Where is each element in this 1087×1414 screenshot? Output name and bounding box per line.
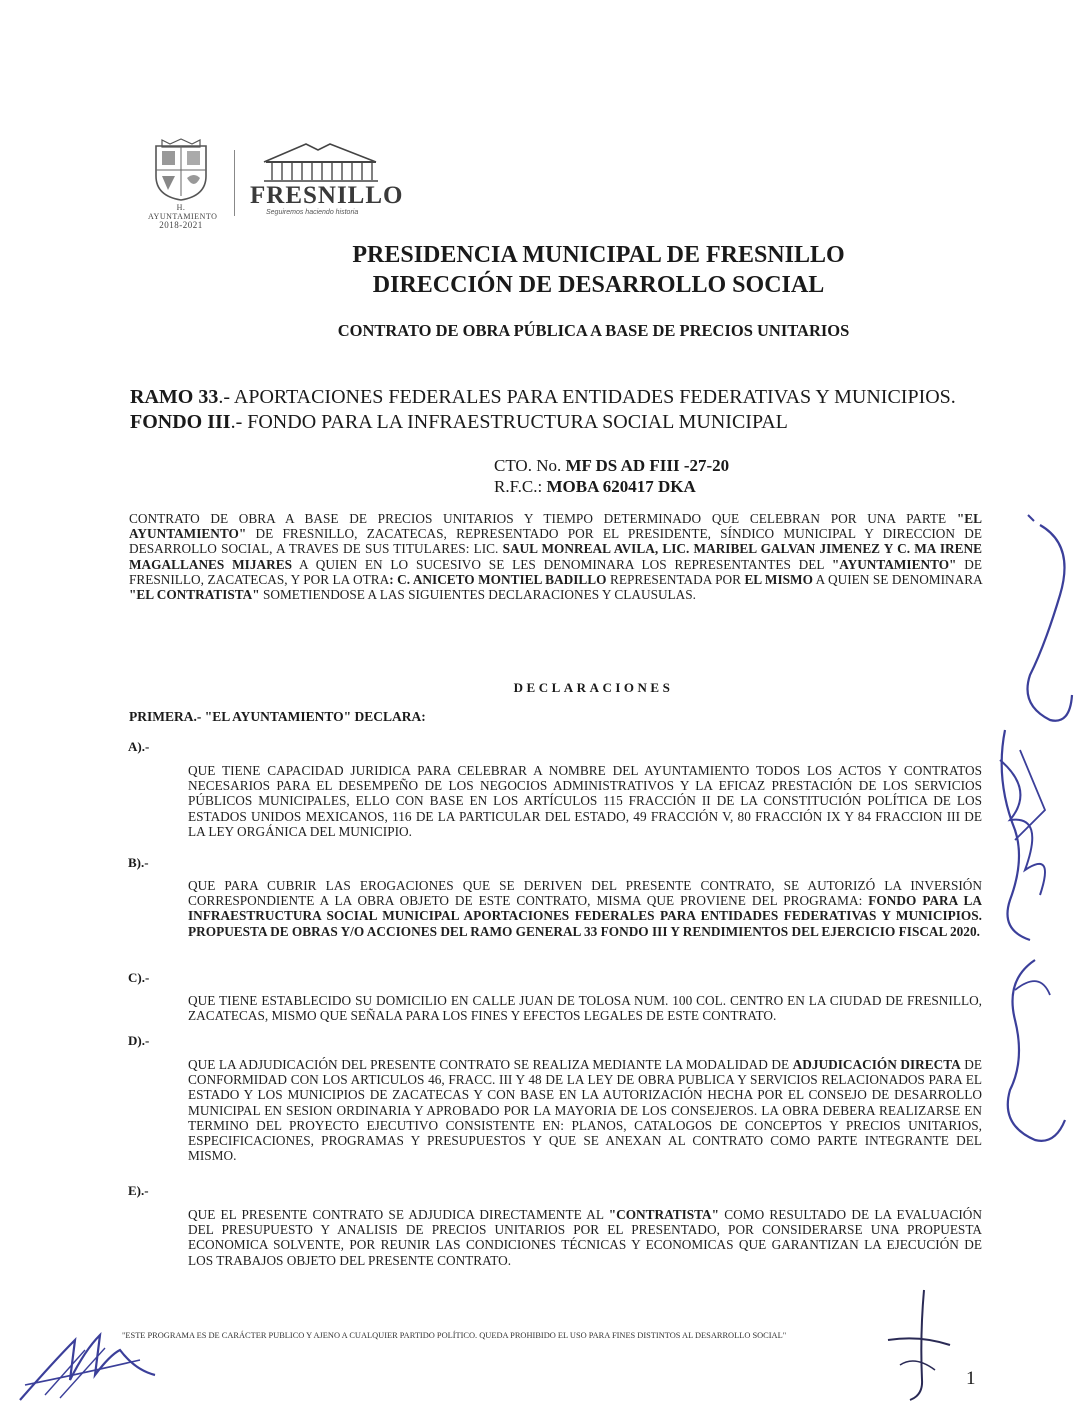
fondo-label: FONDO III (130, 411, 231, 433)
footer-disclaimer: "ESTE PROGRAMA ES DE CARÁCTER PUBLICO Y AJENO A CUALQUIER PARTIDO POLÍTICO. QUEDA PROHIBIDO EL USO PARA FINES DISTINTOS AL DESARROLLO SOCIAL" (122, 1331, 787, 1340)
clause-a-text: QUE TIENE CAPACIDAD JURIDICA PARA CELEBRAR A NOMBRE DEL AYUNTAMIENTO TODOS LOS ACTOS Y CONTRATOS NECESARIOS PARA EL DESEMPEÑO DE LOS NEGOCIOS ADMINISTRATIVOS Y LA EFICAZ PRESTACIÓN DE LOS SERVICIOS PÚBLICOS MUNICIPALES, ELLO CON BASE EN LOS ARTÍCULOS 115 FRACCIÓN II DE LA CONSTITUCIÓN POLÍTICA DE LOS ESTADOS UNIDOS MEXICANOS, 116 DE LA PARTICULAR DEL ESTADO, 49 FRACCIÓN V, 80 FRACCIÓN IX Y 84 FRACCION III DE LA LEY ORGÁNICA DEL MUNICIPIO. (188, 763, 982, 839)
ramo-label: RAMO 33 (130, 386, 219, 408)
clause-d-text-1: QUE LA ADJUDICACIÓN DEL PRESENTE CONTRATO SE REALIZA MEDIANTE LA MODALIDAD DE (188, 1057, 793, 1072)
intro-text-3: A QUIEN EN LO SUCESIVO SE LES DENOMINARA LOS REPRESENTANTES DEL (291, 556, 832, 572)
clause-c-text: QUE TIENE ESTABLECIDO SU DOMICILIO EN CALLE JUAN DE TOLOSA NUM. 100 COL. CENTRO EN LA CIUDAD DE FRESNILLO, ZACATECAS, MISMO QUE SEÑALA PARA LOS FINES Y EFECTOS LEGALES DE ESTE CONTRATO. (188, 993, 982, 1024)
rfc-value: MOBA 620417 DKA (546, 477, 696, 496)
shield-caption-line2: 2018-2021 (159, 220, 203, 230)
margin-signature-1-icon (1000, 505, 1080, 735)
contract-type-heading: CONTRATO DE OBRA PÚBLICA A BASE DE PRECIOS UNITARIOS (337, 321, 850, 340)
shield-caption-line1: H. AYUNTAMIENTO (148, 203, 218, 221)
intro-text-5: REPRESENTADA POR (606, 571, 745, 587)
intro-bold-1: "EL AYUNTAMIENTO" (129, 511, 982, 542)
clause-d-text (188, 1057, 982, 1163)
page-title-line2: DIRECCIÓN DE DESARROLLO SOCIAL (372, 272, 825, 298)
primera-heading: PRIMERA.- "EL AYUNTAMIENTO" DECLARA: (129, 709, 426, 724)
clause-d-label: D).- (128, 1033, 150, 1048)
clause-e-text-2: COMO RESULTADO DE LA EVALUACIÓN DEL PRESUPUESTO Y ANALISIS DE PRECIOS UNITARIOS POR EL PRESENTADO, POR CONSIDERARSE UNA PROPUESTA ECONOMICA SOLVENTE, POR REUNIR LAS CONDICIONES TÉCNICAS Y ECONOMICAS QUE GARANTIZAN LA EJECUCIÓN DE LOS TRABAJOS OBJETO DEL PRESENTE CONTRATO. (188, 1207, 982, 1268)
intro-text-2: DE FRESNILLO, ZACATECAS, REPRESENTADO POR EL PRESIDENTE, SÍNDICO MUNICIPAL Y DIRECCION DE DESARROLLO SOCIAL, A TRAVES DE SUS TITULARES: LIC. (129, 526, 982, 557)
clause-b-text (188, 878, 982, 939)
clause-e-text-1: QUE EL PRESENTE CONTRATO SE ADJUDICA DIRECTAMENTE AL (188, 1207, 609, 1222)
clause-d-bold-1: ADJUDICACIÓN DIRECTA (792, 1057, 961, 1072)
fondo-text: .- FONDO PARA LA INFRAESTRUCTURA SOCIAL MUNICIPAL (230, 411, 788, 433)
intro-bold-5: EL MISMO (744, 571, 813, 587)
cto-value: MF DS AD FIII -27-20 (565, 456, 730, 475)
intro-paragraph (129, 511, 982, 602)
intro-bold-3: "AYUNTAMIENTO" (831, 556, 957, 572)
clause-d-text-2: DE CONFORMIDAD CON LOS ARTICULOS 46, FRACC. III Y 48 DE LA LEY DE OBRA PUBLICA Y SERVICIOS RELACIONADOS PARA EL ESTADO Y LOS MUNICIPIOS DE ZACATECAS Y CON BASE EN LA AUTORIZACIÓN HECHA POR EL CONSEJO DE DESARROLLO MUNICIPAL EN SESION ORDINARIA Y APROBADO POR LA MAYORIA DE LOS CONSEJEROS. LA OBRA DEBERA REALIZARSE EN TERMINO DEL PROYECTO EJECUTIVO CONSISTENTE EN: PLANOS, CATALOGOS DE CONCEPTOS Y PRECIOS UNITARIOS, ESPECIFICACIONES, PROGRAMAS Y PRESUPUESTOS Y QUE SE ANEXAN AL CONTRATO COMO PARTE INTEGRANTE DEL MISMO. (188, 1057, 982, 1164)
declarations-heading: DECLARACIONES (513, 680, 674, 695)
shield-caption (148, 203, 218, 230)
bottom-left-signature-icon (15, 1320, 165, 1410)
margin-signature-3-icon (995, 950, 1075, 1150)
rfc-label: R.F.C.: (494, 477, 543, 496)
intro-text-6: A QUIEN SE DENOMINARA (812, 571, 983, 587)
intro-text-1: CONTRATO DE OBRA A BASE DE PRECIOS UNITARIOS Y TIEMPO DETERMINADO QUE CELEBRAN POR UNA PARTE (129, 511, 957, 526)
clause-e-text (188, 1207, 982, 1268)
page-title-line1: PRESIDENCIA MUNICIPAL DE FRESNILLO (352, 242, 845, 268)
intro-bold-6: "EL CONTRATISTA" (129, 587, 260, 603)
cto-label: CTO. No. (494, 456, 562, 475)
intro-text-4: DE FRESNILLO, ZACATECAS, Y POR LA OTRA (129, 556, 982, 587)
ramo-text: .- APORTACIONES FEDERALES PARA ENTIDADES FEDERATIVAS Y MUNICIPIOS. (218, 386, 956, 408)
fresnillo-wordmark: FRESNILLO (250, 182, 404, 209)
clause-a-label: A).- (128, 739, 150, 754)
clause-b-label: B).- (128, 855, 149, 870)
bottom-right-signature-icon (880, 1285, 960, 1405)
municipal-shield-logo-icon (150, 138, 212, 202)
intro-bold-4: : C. ANICETO MONTIEL BADILLO (389, 571, 607, 587)
clause-e-bold-1: "CONTRATISTA" (608, 1207, 720, 1222)
clause-c-label: C).- (128, 970, 150, 985)
intro-text-7: SOMETIENDOSE A LAS SIGUIENTES DECLARACIONES Y CLAUSULAS. (259, 587, 697, 603)
logo-divider (234, 150, 235, 216)
clause-b-text-1: QUE PARA CUBRIR LAS EROGACIONES QUE SE DERIVEN DEL PRESENTE CONTRATO, SE AUTORIZÓ LA INVERSIÓN CORRESPONDIENTE A LA OBRA OBJETO DE ESTE CONTRATO, MISMA QUE PROVIENE DEL PROGRAMA: (188, 878, 982, 909)
contract-number (494, 455, 729, 477)
ramo-line (130, 385, 956, 409)
intro-bold-2: SAUL MONREAL AVILA, LIC. MARIBEL GALVAN JIMENEZ Y C. MA IRENE MAGALLANES MIJARES (129, 541, 982, 572)
fresnillo-tagline: Seguiremos haciendo historia (266, 209, 359, 216)
clause-e-label: E).- (128, 1183, 149, 1198)
fondo-line (130, 410, 788, 434)
rfc (494, 476, 696, 498)
margin-signature-2-icon (985, 720, 1080, 950)
clause-b-bold-1: FONDO PARA LA INFRAESTRUCTURA SOCIAL MUNICIPAL APORTACIONES FEDERALES PARA ENTIDADES FEDERATIVAS Y MUNICIPIOS. PROPUESTA DE OBRAS Y/O ACCIONES DEL RAMO GENERAL 33 FONDO III Y RENDIMIENTOS DEL EJERCICIO FISCAL 2020. (188, 893, 982, 939)
page-number: 1 (966, 1368, 976, 1389)
